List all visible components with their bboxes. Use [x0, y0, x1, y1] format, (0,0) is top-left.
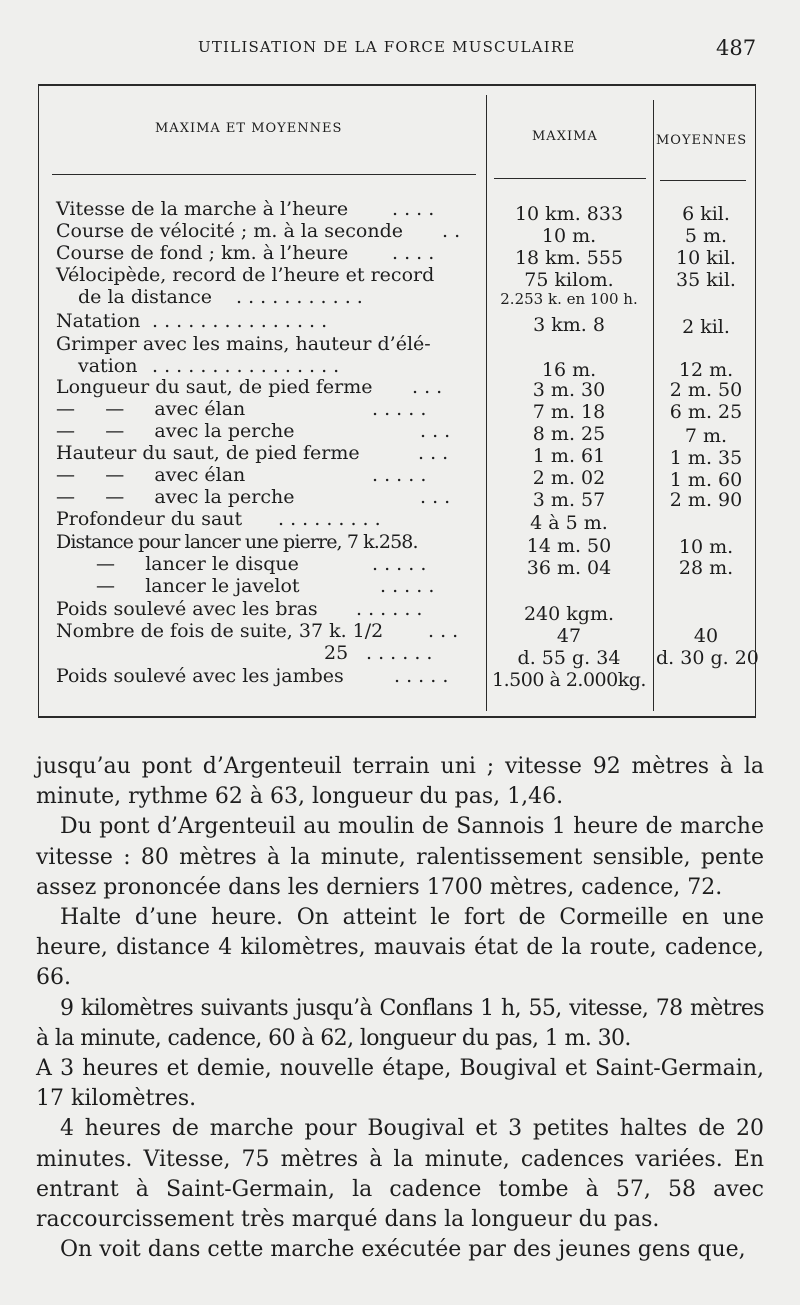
table-row — [56, 220, 756, 247]
moyennes-value: 35 kil. — [676, 269, 736, 291]
table-row — [56, 508, 756, 534]
table-row — [56, 355, 756, 381]
table-row — [56, 420, 756, 447]
row-label: Nombre de fois de suite, 37 k. 1/2 — [56, 620, 384, 642]
table-row — [56, 464, 756, 491]
row-label: — — avec élan — [56, 398, 246, 420]
leader-dots: . . . . . — [372, 464, 427, 486]
table-row — [56, 286, 756, 308]
moyennes-value: 6 m. 25 — [669, 401, 743, 423]
header-rule-moyennes — [660, 180, 746, 181]
moyennes-value: 2 m. 90 — [669, 489, 743, 511]
row-label: — — avec la perche — [56, 486, 295, 508]
table-row — [56, 198, 756, 225]
leader-dots: . . . . . — [380, 575, 435, 597]
column-header-label: MAXIMA ET MOYENNES — [155, 121, 343, 136]
moyennes-value: 40 — [693, 625, 719, 647]
maxima-value: 3 m. 30 — [532, 379, 606, 401]
row-label: Profondeur du saut — [56, 508, 243, 530]
maxima-value: 10 m. — [541, 225, 597, 247]
maxima-value: 1.500 à 2.000kg. — [492, 669, 646, 691]
leader-dots: . . . — [428, 620, 459, 642]
moyennes-value: 7 m. — [684, 425, 728, 447]
leader-dots: . . . . . . . . . . . . . . . — [152, 310, 328, 332]
moyennes-value: 12 m. — [678, 359, 734, 381]
leader-dots: . . . . . . — [366, 642, 433, 664]
row-label: Vélocipède, record de l’heure et record — [56, 264, 435, 286]
table-row — [56, 575, 756, 597]
leader-dots: . . . — [418, 442, 449, 464]
leader-dots: . . . . . . . . . — [278, 508, 381, 530]
row-label: de la distance — [78, 286, 212, 308]
row-label: — — avec la perche — [56, 420, 295, 442]
leader-dots: . . . . — [392, 198, 435, 220]
maxima-value: 16 m. — [541, 359, 597, 381]
maxima-value: 36 m. 04 — [526, 557, 612, 579]
row-label: Course de fond ; km. à l’heure — [56, 242, 349, 264]
moyennes-value: 2 kil. — [682, 316, 730, 338]
table-row — [56, 310, 756, 338]
table-row — [56, 598, 756, 625]
row-label: Longueur du saut, de pied ferme — [56, 376, 373, 398]
row-label: 25 — [324, 642, 349, 664]
leader-dots: . . . . — [392, 242, 435, 264]
row-label: Grimper avec les mains, hauteur d’élé- — [56, 333, 431, 355]
running-title: UTILISATION DE LA FORCE MUSCULAIRE — [198, 38, 576, 56]
moyennes-value: 10 m. — [678, 536, 734, 558]
leader-dots: . . . — [412, 376, 443, 398]
leader-dots: . . . . . . . . . . . . . . . . — [152, 355, 340, 377]
row-label: — — avec élan — [56, 464, 246, 486]
row-label: Natation — [56, 310, 141, 332]
row-label: Distance pour lancer une pierre, 7 k.258. — [56, 531, 418, 553]
row-label: — lancer le disque — [96, 553, 299, 575]
maxima-value: 75 kilom. — [524, 269, 614, 291]
maxima-value: d. 55 g. 34 — [517, 647, 621, 669]
moyennes-value: 1 m. 60 — [669, 469, 743, 491]
row-label: Vitesse de la marche à l’heure — [56, 198, 349, 220]
leader-dots: . . . — [420, 420, 451, 442]
maxima-value: 3 m. 57 — [532, 489, 606, 511]
body-text — [36, 752, 764, 1265]
maxima-value: 18 km. 555 — [514, 247, 624, 269]
paragraph: 9 kilomètres suivants jusqu’à Conflans 1 h, 55, vitesse, 78 mètres à la minute, cadence, 60 à 62, longueur du pas, 1 m. 30. — [36, 995, 764, 1051]
maxima-value: 2 m. 02 — [532, 467, 606, 489]
row-label: vation — [78, 355, 138, 377]
moyennes-value: 28 m. — [678, 557, 734, 579]
table-row — [56, 264, 756, 291]
moyennes-value: d. 30 g. 20 — [656, 647, 759, 669]
leader-dots: . . . . . — [394, 665, 449, 687]
leader-dots: . . . . . . . . . . . — [236, 286, 363, 308]
leader-dots: . . . — [420, 486, 451, 508]
maxima-value: 3 km. 8 — [533, 314, 605, 336]
paragraph: 4 heures de marche pour Bougival et 3 petites haltes de 20 minutes. Vitesse, 75 mètres à la minute, cadences variées. En entrant à Saint-Germain, la cadence tombe à 57, 58 avec raccourcissement très marqué dans la longueur du pas. — [36, 1116, 764, 1233]
table-row — [56, 242, 756, 269]
moyennes-value: 5 m. — [684, 225, 728, 247]
row-label: Course de vélocité ; m. à la seconde — [56, 220, 403, 242]
leader-dots: . . . . . — [372, 398, 427, 420]
row-label: Hauteur du saut, de pied ferme — [56, 442, 360, 464]
table-row — [56, 642, 759, 669]
maxima-value: 14 m. 50 — [526, 535, 612, 557]
table-row — [56, 486, 756, 511]
row-label: Poids soulevé avec les jambes — [56, 665, 344, 687]
row-label: Poids soulevé avec les bras — [56, 598, 318, 620]
maxima-value: 10 km. 833 — [514, 203, 624, 225]
moyennes-value: 1 m. 35 — [669, 447, 743, 469]
paragraph: Halte d’une heure. On atteint le fort de Cormeille en une heure, distance 4 kilomètres, mauvais état de la route, cadence, 66. — [36, 905, 764, 991]
maxima-value: 4 à 5 m. — [530, 512, 608, 534]
moyennes-value: 10 kil. — [676, 247, 736, 269]
header-rule-label — [52, 174, 476, 175]
leader-dots: . . . . . — [372, 553, 427, 575]
table-row — [56, 333, 756, 355]
paragraph: A 3 heures et demie, nouvelle étape, Bougival et Saint-Germain, 17 kilomètres. — [36, 1056, 764, 1112]
maxima-value: 1 m. 61 — [532, 445, 606, 467]
leader-dots: . . — [442, 220, 461, 242]
page-number: 487 — [716, 36, 757, 60]
table-row — [56, 442, 756, 469]
header-rule-maxima — [494, 178, 646, 179]
maxima-value: 240 kgm. — [523, 603, 615, 625]
maxima-value: 47 — [556, 625, 582, 647]
row-label: — lancer le javelot — [96, 575, 300, 597]
table-row — [56, 398, 756, 423]
running-head — [0, 36, 800, 66]
paragraph: On voit dans cette marche exécutée par des jeunes gens que, — [60, 1237, 746, 1263]
paragraph: Du pont d’Argenteuil au moulin de Sannois 1 heure de marche vitesse : 80 mètres à la minute, ralentissement sensible, pente assez prononcée dans les derniers 1700 mètres, cadence, 72. — [36, 814, 764, 900]
maxima-value: 2.253 k. en 100 h. — [500, 290, 638, 308]
maxima-value: 7 m. 18 — [532, 401, 606, 423]
table-row — [56, 531, 756, 558]
table-row — [56, 376, 756, 401]
table-row — [56, 620, 756, 647]
maxima-value: 8 m. 25 — [532, 423, 606, 445]
moyennes-value: 6 kil. — [682, 203, 730, 225]
paragraph: jusqu’au pont d’Argenteuil terrain uni ; vitesse 92 mètres à la minute, rythme 62 à 63, longueur du pas, 1,46. — [36, 754, 764, 810]
column-header-maxima: MAXIMA — [532, 129, 598, 144]
table-row — [56, 553, 756, 579]
moyennes-value: 2 m. 50 — [669, 379, 743, 401]
table-row — [56, 665, 756, 691]
leader-dots: . . . . . . — [356, 598, 423, 620]
column-header-moyennes: MOYENNES — [656, 133, 748, 148]
